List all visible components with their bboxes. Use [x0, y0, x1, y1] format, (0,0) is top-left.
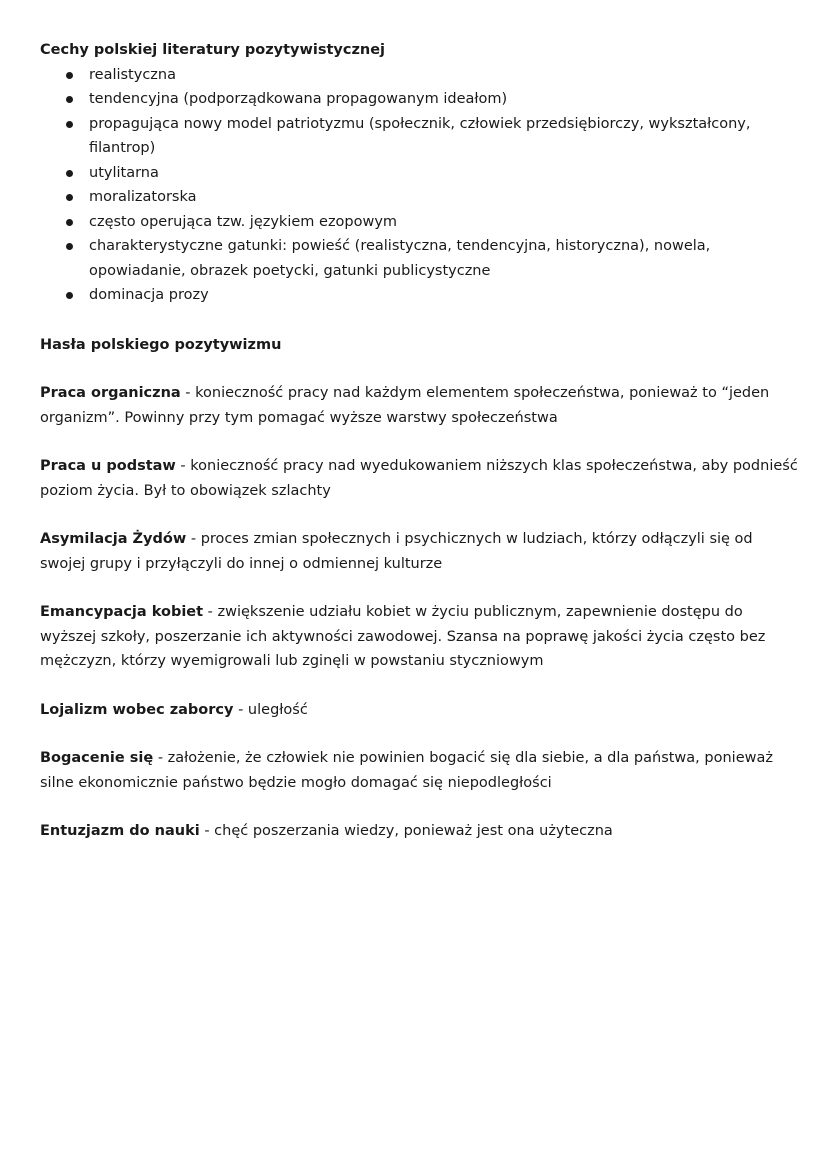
slogan-definition: - chęć poszerzania wiedzy, ponieważ jest ona użyteczna [199, 823, 613, 839]
list-item: realistyczna [89, 63, 800, 88]
list-item: moralizatorska [89, 185, 800, 210]
slogan-term: Bogacenie się [40, 750, 154, 766]
slogan-paragraph [40, 600, 800, 674]
slogan-paragraph [40, 454, 800, 503]
slogan-definition: - konieczność pracy nad wyedukowaniem niższych klas społeczeństwa, aby podnieść poziom życia. Był to obowiązek szlachty [40, 458, 798, 499]
slogan-term: Praca organiczna [40, 385, 181, 401]
list-item: propagująca nowy model patriotyzmu (społecznik, człowiek przedsiębiorczy, wykształcony, filantrop) [89, 112, 800, 161]
slogan-definition: - zwiększenie udziału kobiet w życiu publicznym, zapewnienie dostępu do wyższej szkoły, poszerzanie ich aktywności zawodowej. Szansa na poprawę jakości życia często bez mężczyzn, którzy wyemigrowali lub zginęli w powstaniu styczniowym [40, 604, 766, 669]
list-item: często operująca tzw. językiem ezopowym [89, 210, 800, 235]
list-item: charakterystyczne gatunki: powieść (realistyczna, tendencyjna, historyczna), nowela, opowiadanie, obrazek poetycki, gatunki publicystyczne [89, 234, 800, 283]
slogan-definition: - uległość [233, 701, 308, 718]
features-heading: Cechy polskiej literatury pozytywistycznej [40, 42, 386, 58]
list-item: utylitarna [89, 161, 800, 186]
slogan-paragraph [40, 746, 800, 795]
slogan-definition: - proces zmian społecznych i psychicznych w ludziach, którzy odłączyli się od swojej grupy i przyłączyli do innej o odmiennej kulturze [40, 531, 753, 572]
slogans-heading: Hasła polskiego pozytywizmu [40, 336, 282, 353]
slogan-definition: - założenie, że człowiek nie powinien bogacić się dla siebie, a dla państwa, ponieważ silne ekonomicznie państwo będzie mogło domagać się niepodległości [40, 750, 773, 791]
list-item: tendencyjna (podporządkowana propagowanym ideałom) [89, 87, 800, 112]
slogan-term: Emancypacja kobiet [40, 604, 204, 620]
slogan-paragraph [40, 527, 800, 576]
slogan-term: Entuzjazm do nauki [40, 823, 200, 839]
slogan-term: Lojalizm wobec zaborcy [40, 701, 234, 718]
list-item: dominacja prozy [89, 283, 800, 308]
slogan-paragraph [40, 381, 800, 430]
slogan-paragraph [40, 698, 800, 723]
slogan-definition: - konieczność pracy nad każdym elementem społeczeństwa, ponieważ to “jeden organizm”. Powinny przy tym pomagać wyższe warstwy społeczeństwa [40, 385, 770, 426]
features-list [40, 63, 800, 308]
slogan-term: Praca u podstaw [40, 458, 176, 474]
document-page [40, 38, 800, 844]
slogan-paragraph [40, 819, 800, 844]
slogan-term: Asymilacja Żydów [40, 531, 187, 547]
